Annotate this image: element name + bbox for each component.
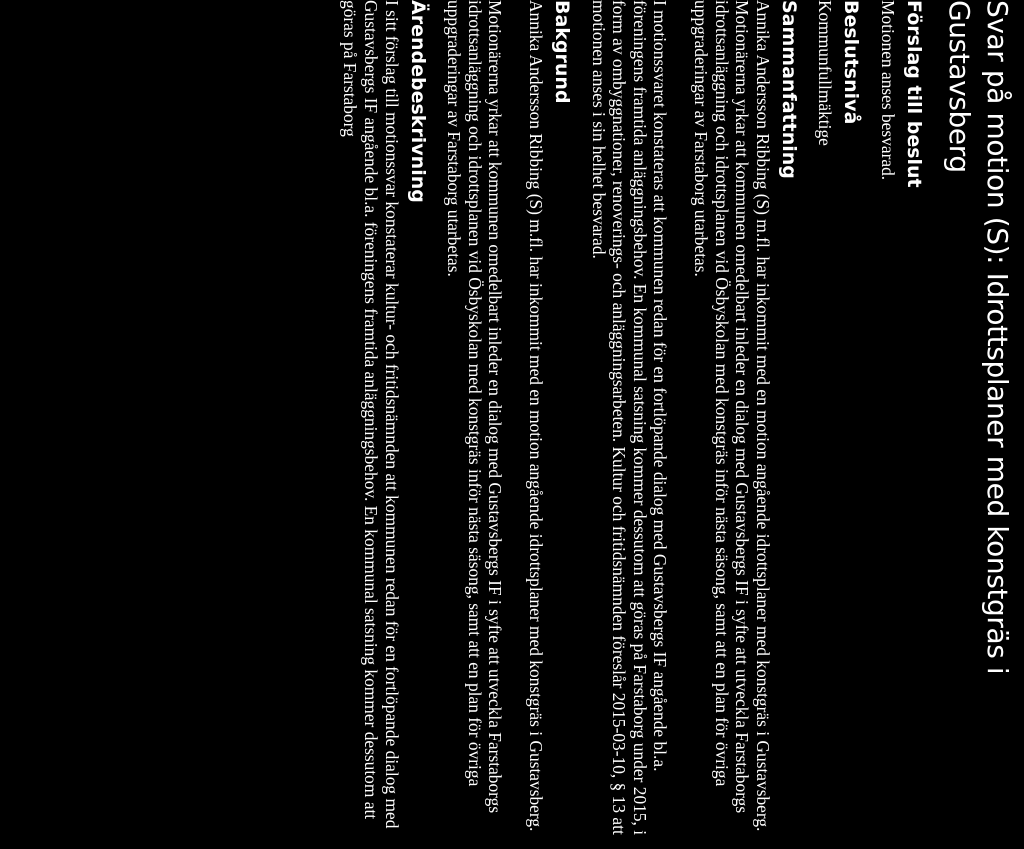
section-text-beslutsniva: Kommunfullmäktige <box>815 0 836 146</box>
document-body <box>340 0 1016 849</box>
bakgrund-paragraph-2: Motionärerna yrkar att kommunen omedelbart inleder en dialog med Gustavsbergs IF i syfte att utveckla Farstaborgs idrottsanläggning och idrottsplanen vid Ösbyskolan med konstgräs inför nästa säsong, samt att en plan för övriga uppgraderingar av Farstaborg utarbetas. <box>444 0 506 814</box>
section-text-forslag: Motionen anses besvarad. <box>878 0 898 181</box>
arendebeskrivning-paragraph-1: I sitt förslag till motionssvar konstaterar kultur- och fritidsnämnden att kommunen redan för en fortlöpande dialog med Gustavsbergs IF angående bl.a. föreningens framtida anläggningsbehov. En kommunal satsning kommer dessutom att göras på Farstaborg <box>340 0 402 829</box>
section-heading-bakgrund: Bakgrund <box>551 0 574 104</box>
section-heading-arendebeskrivning: Ärendebeskrivning <box>406 0 429 203</box>
section-heading-beslutsniva: Beslutsnivå <box>840 0 863 125</box>
section-heading-sammanfattning: Sammanfattning <box>777 0 800 179</box>
bakgrund-paragraph-1: Annika Andersson Ribbing (S) m.fl. har inkommit med en motion angående idrottsplaner med konstgräs i Gustavsberg. <box>526 0 547 832</box>
sammanfattning-paragraph-1: Annika Andersson Ribbing (S) m.fl. har inkommit med en motion angående idrottsplaner med konstgräs i Gustavsberg. Motionärerna yrkar att kommunen omedelbart inleder en dialog med Gustavsbergs IF i syfte att utveckla Farstaborgs idrottsanläggning och idrottsplanen vid Ösbyskolan med konstgräs inför nästa säsong, samt att en plan för övriga uppgraderingar av Farstaborg utarbetas. <box>691 0 773 832</box>
sammanfattning-paragraph-2: I motionssvaret konstateras att kommunen redan för en fortlöpande dialog med Gustavsbergs IF angående bl.a. föreningens framtida anläggningsbehov. En kommunal satsning kommer dessutom att göras på Farstaborg under 2015, i form av ombyggnationer, renoverings- och anläggningsarbeten. Kultur och fritidsnämnden föreslår 2015-03-10, § 13 att motionen anses i sin helhet besvarad. <box>588 0 671 836</box>
section-heading-forslag: Förslag till beslut <box>903 0 925 188</box>
document-title: Svar på motion (S): Idrottsplaner med konstgräs i Gustavsberg <box>943 0 1014 675</box>
